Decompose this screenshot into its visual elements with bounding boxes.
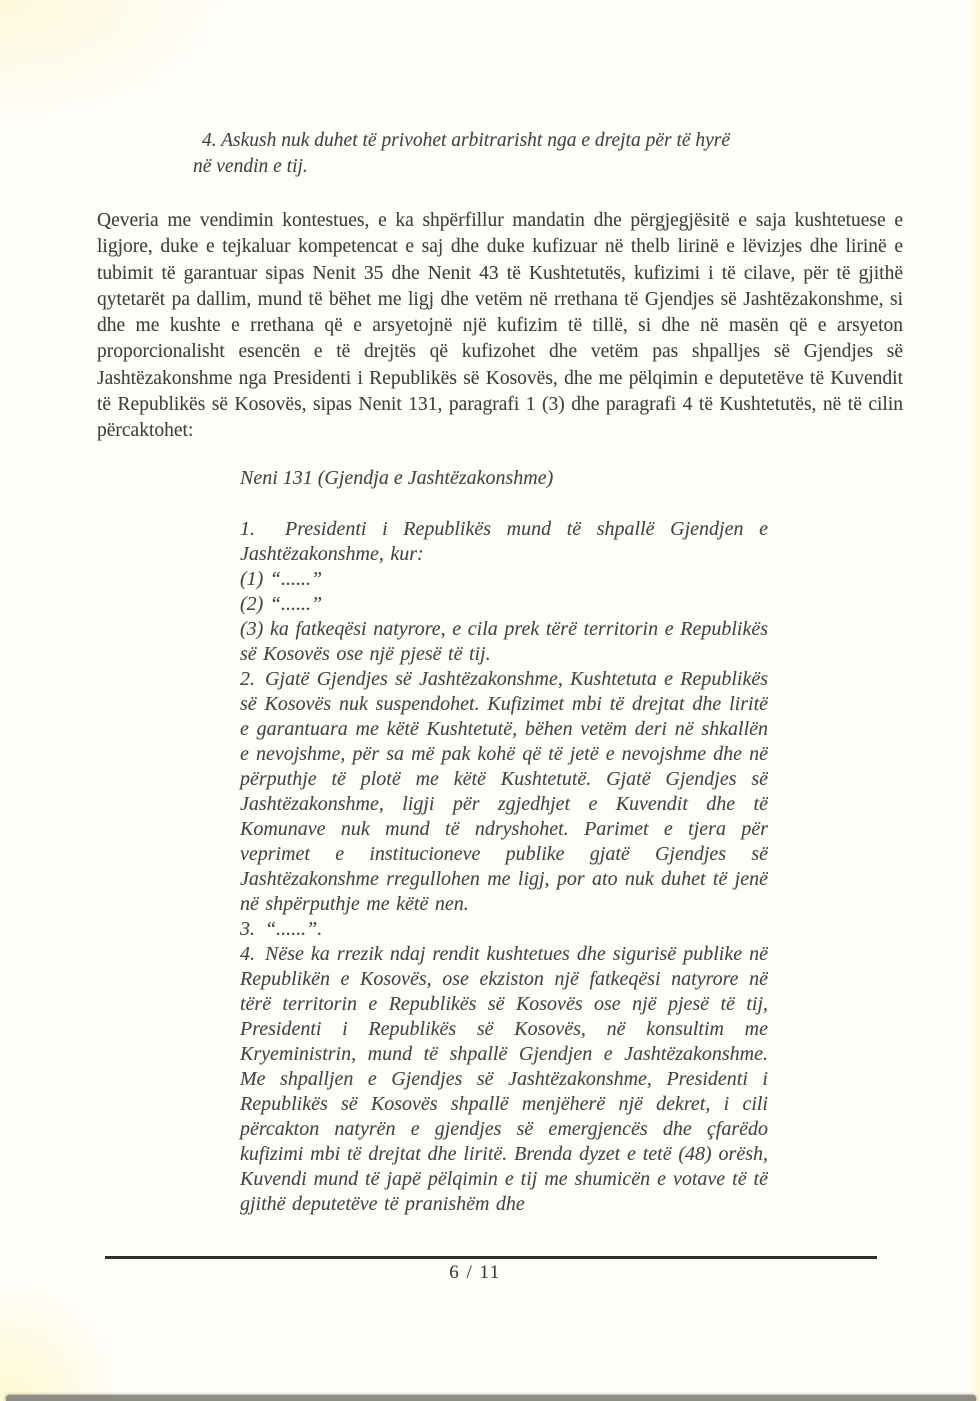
quote-paragraph-2: 2. Gjatë Gjendjes së Jashtëzakonshme, Kushtetuta e Republikës së Kosovës nuk suspendohet. Kufizimet mbi të drejtat dhe liritë e garantuara me këtë Kushtetutë, bëhen vetëm deri në shkallën e nevojshme, për sa më pak kohë që të jetë e nevojshme dhe në përputhje të plotë me këtë Kushtetutë. Gjatë Gjendjes së Jashtëzakonshme, ligji për zgjedhjet e Kuvendit dhe të Komunave nuk mund të ndryshohet. Parimet e tjera për veprimet e institucioneve publike gjatë Gjendjes së Jashtëzakonshme rregullohen me ligj, por ato nuk duhet të jenë në shpërputhje me këtë nen.: [240, 668, 768, 915]
scan-smudge-top-left: [0, 0, 220, 120]
quote-paragraph-1: 1. Presidenti i Republikës mund të shpallë Gjendjen e Jashtëzakonshme, kur:: [240, 518, 768, 565]
quote-paragraph-3: 3. “......”.: [240, 918, 323, 940]
body-paragraph: Qeveria me vendimin kontestues, e ka shpërfillur mandatin dhe përgjegjësitë e saja kushtetuese e ligjore, duke e tejkaluar kompetencat e saj dhe duke kufizuar në thelb lirinë e lëvizjes dhe lirinë e tubimit të garantuar sipas Nenit 35 dhe Nenit 43 të Kushtetutës, kufizimi i të cilave, për të gjithë qytetarët pa dallim, mund të bëhet me ligj dhe vetëm në rrethana të Gjendjes së Jashtëzakonshme, si dhe me kushte e rrethana që e arsyetojnë një kufizim të tillë, si dhe në masën që e arsyeton proporcionalisht esencën e të drejtës që kufizohet dhe vetëm pas shpalljes së Gjendjes së Jashtëzakonshme nga Presidenti i Republikës së Kosovës, dhe me pëlqimin e deputetëve të Kuvendit të Republikës së Kosovës, sipas Nenit 131, paragrafi 1 (3) dhe paragrafi 4 të Kushtetutës, në të cilin përcaktohet:: [97, 210, 903, 442]
scan-smudge-bottom-left: [0, 1281, 120, 1401]
page-number: 6 / 11: [449, 1262, 501, 1283]
quote-subitem-3: (3) ka fatkeqësi natyrore, e cila prek tërë territorin e Republikës së Kosovës ose një pjesë të tij.: [240, 618, 768, 665]
intro-citation-paragraph: 4. Askush nuk duhet të privohet arbitrarisht nga e drejta për të hyrë në vendin e tij.: [193, 130, 731, 177]
footer-rule: [105, 1256, 877, 1259]
quote-subitem-2: (2) “......”: [240, 593, 323, 615]
article-quote-block: [240, 466, 768, 1217]
quote-subitem-1: (1) “......”: [240, 568, 323, 590]
article-quote-heading: Neni 131 (Gjendja e Jashtëzakonshme): [240, 467, 554, 489]
scan-edge-right: [970, 0, 980, 1401]
scan-strip-bottom: [6, 1395, 976, 1401]
quote-paragraph-4: 4. Nëse ka rrezik ndaj rendit kushtetues dhe sigurisë publike në Republikën e Kosovës, ose ekziston një fatkeqësi natyrore në tërë territorin e Republikës së Kosovës ose një pjesë të tij, Presidenti i Republikës së Kosovës, në konsultim me Kryeministrin, mund të shpallë Gjendjen e Jashtëzakonshme. Me shpalljen e Gjendjes së Jashtëzakonshme, Presidenti i Republikës së Kosovës shpallë menjëherë një dekret, i cili përcakton natyrën e gjendjes së emergjencës dhe çfarëdo kufizimi mbi të drejtat dhe liritë. Brenda dyzet e tetë (48) orësh, Kuvendi mund të japë pëlqimin e tij me shumicën e votave të të gjithë deputetëve të pranishëm dhe: [240, 943, 768, 1215]
